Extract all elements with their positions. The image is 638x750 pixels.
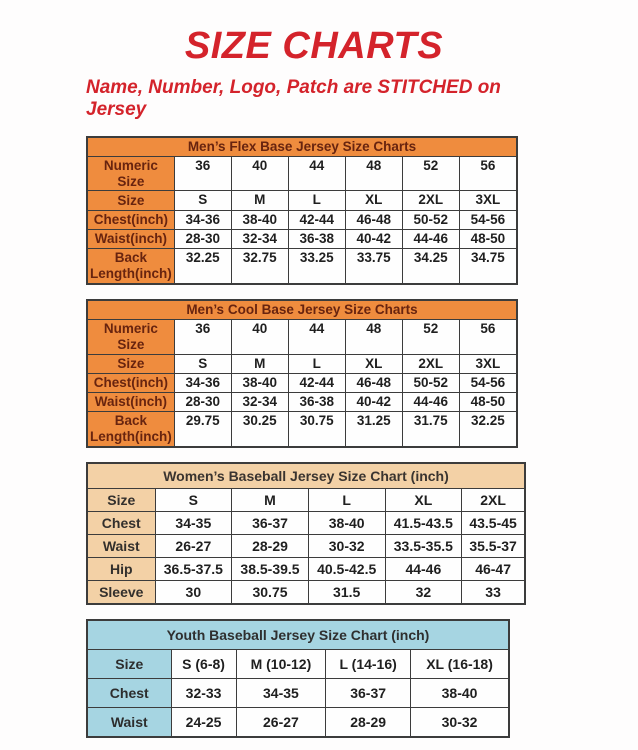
size-value-cell: XL [345, 191, 402, 210]
row-label: Numeric Size [87, 156, 174, 191]
size-value-cell: 42-44 [288, 373, 345, 392]
size-value-cell: 43.5-45 [462, 512, 525, 535]
size-value-cell: 3XL [459, 191, 517, 210]
size-value-cell: 2XL [462, 489, 525, 512]
row-label: Hip [87, 558, 155, 581]
size-value-cell: 38-40 [411, 679, 509, 708]
table-row [87, 489, 525, 512]
size-value-cell: XL (16-18) [411, 650, 509, 679]
size-value-cell: 52 [402, 156, 459, 191]
size-value-cell: 32-34 [231, 393, 288, 412]
row-label: Chest [87, 679, 171, 708]
size-value-cell: 44-46 [385, 558, 462, 581]
row-label: Chest [87, 512, 155, 535]
size-value-cell: 40.5-42.5 [308, 558, 385, 581]
size-value-cell: 46-47 [462, 558, 525, 581]
table-row [87, 249, 517, 284]
size-value-cell: XL [385, 489, 462, 512]
table-row [87, 679, 509, 708]
table-title: Men’s Flex Base Jersey Size Charts [87, 137, 517, 157]
size-value-cell: 33 [462, 581, 525, 605]
row-label: Waist [87, 535, 155, 558]
size-value-cell: 31.25 [345, 412, 402, 447]
size-value-cell: 28-30 [174, 229, 231, 248]
table-title-row [87, 620, 509, 650]
size-value-cell: 38-40 [231, 373, 288, 392]
size-value-cell: 32.25 [174, 249, 231, 284]
row-label: Size [87, 650, 171, 679]
size-value-cell: S [155, 489, 232, 512]
size-value-cell: 40-42 [345, 229, 402, 248]
size-value-cell: 48 [345, 319, 402, 354]
size-value-cell: M (10-12) [236, 650, 326, 679]
size-value-cell: L [288, 354, 345, 373]
size-value-cell: 30 [155, 581, 232, 605]
size-value-cell: 26-27 [155, 535, 232, 558]
size-value-cell: 50-52 [402, 210, 459, 229]
size-value-cell: 29.75 [174, 412, 231, 447]
size-value-cell: L [308, 489, 385, 512]
size-value-cell: 34-36 [174, 210, 231, 229]
size-table-womens [86, 462, 526, 605]
table-row [87, 535, 525, 558]
table-title: Men’s Cool Base Jersey Size Charts [87, 300, 517, 320]
size-value-cell: 3XL [459, 354, 517, 373]
size-value-cell: 50-52 [402, 373, 459, 392]
size-value-cell: 2XL [402, 354, 459, 373]
row-label: Chest(inch) [87, 373, 174, 392]
size-value-cell: 32-34 [231, 229, 288, 248]
size-value-cell: 36-37 [232, 512, 309, 535]
size-value-cell: 30.75 [288, 412, 345, 447]
size-value-cell: 34.25 [402, 249, 459, 284]
size-value-cell: 32.25 [459, 412, 517, 447]
row-label: Waist(inch) [87, 393, 174, 412]
size-value-cell: 26-27 [236, 708, 326, 738]
size-value-cell: 32 [385, 581, 462, 605]
size-value-cell: 40 [231, 156, 288, 191]
page-title: SIZE CHARTS [184, 25, 444, 67]
tables-container [86, 136, 638, 739]
size-value-cell: M [231, 191, 288, 210]
size-value-cell: 40-42 [345, 393, 402, 412]
size-value-cell: 54-56 [459, 373, 517, 392]
size-value-cell: 36.5-37.5 [155, 558, 232, 581]
size-value-cell: 38.5-39.5 [232, 558, 309, 581]
size-value-cell: S (6-8) [171, 650, 236, 679]
size-value-cell: 33.5-35.5 [385, 535, 462, 558]
row-label: Size [87, 191, 174, 210]
size-value-cell: 48 [345, 156, 402, 191]
size-value-cell: 31.75 [402, 412, 459, 447]
size-value-cell: 32-33 [171, 679, 236, 708]
size-value-cell: 56 [459, 319, 517, 354]
size-table-mens-flex [86, 136, 518, 285]
size-value-cell: 34-35 [236, 679, 326, 708]
size-value-cell: 41.5-43.5 [385, 512, 462, 535]
size-value-cell: 30-32 [411, 708, 509, 738]
size-value-cell: 52 [402, 319, 459, 354]
table-row [87, 558, 525, 581]
size-value-cell: 46-48 [345, 210, 402, 229]
row-label: Chest(inch) [87, 210, 174, 229]
size-value-cell: 36 [174, 156, 231, 191]
size-value-cell: 38-40 [308, 512, 385, 535]
size-value-cell: 34-35 [155, 512, 232, 535]
table-row [87, 373, 517, 392]
size-value-cell: 33.75 [345, 249, 402, 284]
table-title-row [87, 300, 517, 320]
size-value-cell: 28-29 [326, 708, 411, 738]
size-value-cell: 2XL [402, 191, 459, 210]
size-value-cell: 31.5 [308, 581, 385, 605]
size-value-cell: L (14-16) [326, 650, 411, 679]
table-row [87, 354, 517, 373]
size-table-mens-cool [86, 299, 518, 448]
size-table-youth [86, 619, 510, 738]
size-value-cell: 36 [174, 319, 231, 354]
size-value-cell: 34.75 [459, 249, 517, 284]
row-label: Back Length(inch) [87, 249, 174, 284]
row-label: Numeric Size [87, 319, 174, 354]
row-label: Waist(inch) [87, 229, 174, 248]
size-value-cell: 30.75 [232, 581, 309, 605]
size-value-cell: 46-48 [345, 373, 402, 392]
table-row [87, 708, 509, 738]
size-value-cell: S [174, 191, 231, 210]
size-value-cell: 36-38 [288, 229, 345, 248]
table-row [87, 229, 517, 248]
table-row [87, 210, 517, 229]
size-value-cell: 36-37 [326, 679, 411, 708]
size-value-cell: 36-38 [288, 393, 345, 412]
row-label: Waist [87, 708, 171, 738]
row-label: Sleeve [87, 581, 155, 605]
size-value-cell: L [288, 191, 345, 210]
table-row [87, 412, 517, 447]
size-value-cell: 30.25 [231, 412, 288, 447]
table-row [87, 650, 509, 679]
size-value-cell: 33.25 [288, 249, 345, 284]
table-row [87, 191, 517, 210]
size-value-cell: 35.5-37 [462, 535, 525, 558]
size-value-cell: S [174, 354, 231, 373]
size-value-cell: 24-25 [171, 708, 236, 738]
table-title-row [87, 137, 517, 157]
size-value-cell: 54-56 [459, 210, 517, 229]
size-value-cell: 56 [459, 156, 517, 191]
table-row [87, 512, 525, 535]
size-value-cell: 28-29 [232, 535, 309, 558]
size-value-cell: M [231, 354, 288, 373]
size-value-cell: 48-50 [459, 393, 517, 412]
table-title: Women’s Baseball Jersey Size Chart (inch) [87, 463, 525, 489]
size-value-cell: 44 [288, 156, 345, 191]
row-label: Size [87, 354, 174, 373]
size-value-cell: 30-32 [308, 535, 385, 558]
size-value-cell: 28-30 [174, 393, 231, 412]
size-value-cell: 44-46 [402, 229, 459, 248]
table-row [87, 319, 517, 354]
size-value-cell: 38-40 [231, 210, 288, 229]
table-title-row [87, 463, 525, 489]
page-subtitle: Name, Number, Logo, Patch are STITCHED on Jersey [86, 76, 501, 121]
size-value-cell: 34-36 [174, 373, 231, 392]
size-value-cell: M [232, 489, 309, 512]
size-value-cell: 42-44 [288, 210, 345, 229]
header-block [86, 26, 542, 122]
row-label: Back Length(inch) [87, 412, 174, 447]
size-value-cell: 44-46 [402, 393, 459, 412]
size-value-cell: 48-50 [459, 229, 517, 248]
table-row [87, 156, 517, 191]
table-title: Youth Baseball Jersey Size Chart (inch) [87, 620, 509, 650]
size-value-cell: 44 [288, 319, 345, 354]
table-row [87, 393, 517, 412]
size-value-cell: 40 [231, 319, 288, 354]
table-row [87, 581, 525, 605]
row-label: Size [87, 489, 155, 512]
size-value-cell: XL [345, 354, 402, 373]
size-value-cell: 32.75 [231, 249, 288, 284]
